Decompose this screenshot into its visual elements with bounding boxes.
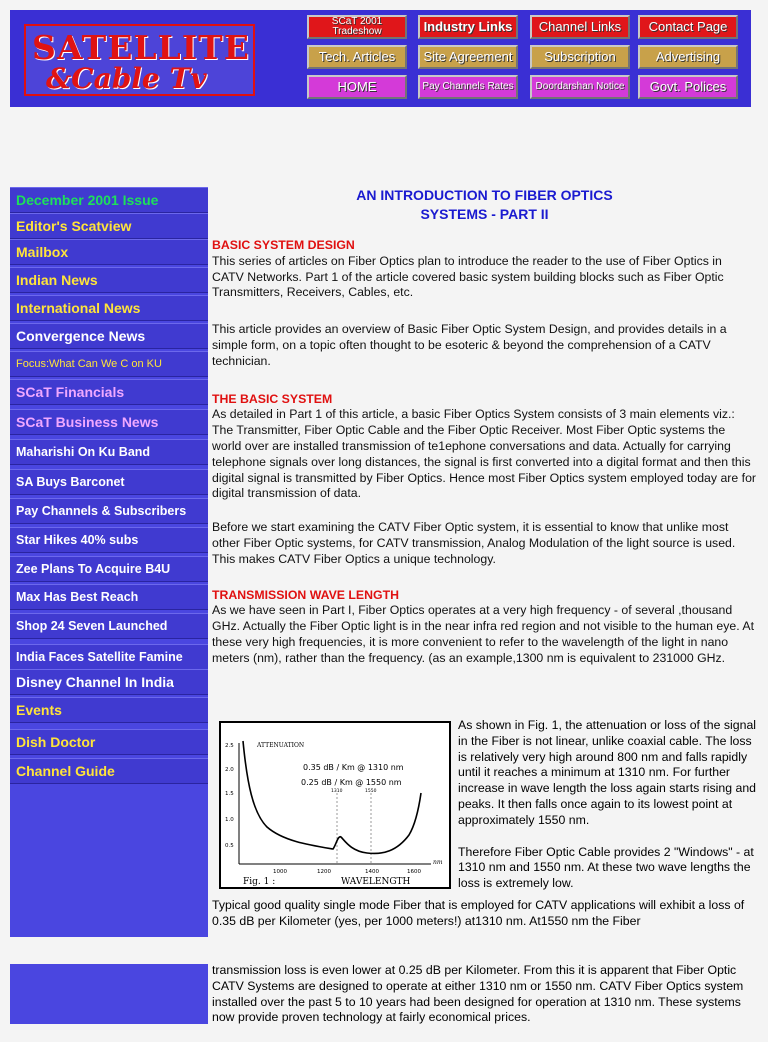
sidebar-item-convergence-news[interactable]: Convergence News (10, 323, 208, 349)
nav-pay-channels-rates-button[interactable]: Pay Channels Rates (418, 75, 518, 99)
sidebar-item-international-news[interactable]: International News (10, 295, 208, 321)
nav-advertising-button[interactable]: Advertising (638, 45, 738, 69)
nav-industry-links-button[interactable]: Industry Links (418, 15, 518, 39)
sidebar-item-star-hikes[interactable]: Star Hikes 40% subs (10, 527, 208, 553)
x-tick-label: 1200 (317, 869, 331, 875)
article-continuation-2 (212, 963, 757, 1042)
section-heading-wave-length: TRANSMISSION WAVE LENGTH (212, 587, 399, 602)
mark-1550-label: 1550 (365, 789, 377, 794)
attenuation-curve (243, 741, 421, 853)
logo-title: SATELLITE (32, 28, 250, 67)
sidebar-item-editors-scatview[interactable]: Editor's Scatview (10, 213, 208, 239)
nav-tradeshow-button[interactable]: SCaT 2001 Tradeshow (307, 15, 407, 39)
sidebar-item-disney-channel[interactable]: Disney Channel In India (10, 669, 208, 695)
sidebar-item-satellite-famine[interactable]: India Faces Satellite Famine (10, 644, 208, 670)
sidebar-item-channel-guide[interactable]: Channel Guide (10, 758, 208, 784)
x-tick-label: 1600 (407, 869, 421, 875)
article-paragraph: As shown in Fig. 1, the attenuation or loss of the signal in the Fiber is not linear, unlike coaxial cable. The loss is relatively very high around 800 nm and falls rapidly until it reaches a minimum at 1310 nm. For further increase in wave length the loss again starts rising and peaks. It then falls once again to its lowest point at approximately 1550 nm. (458, 718, 757, 827)
figure-side-text (458, 718, 758, 908)
figure-note-1550: 0.25 dB / Km @ 1550 nm (301, 778, 402, 787)
sidebar-lower-panel (10, 964, 208, 1024)
sidebar-item-mailbox[interactable]: Mailbox (10, 239, 208, 265)
sidebar-item-events[interactable]: Events (10, 697, 208, 723)
sidebar-item-scat-business-news[interactable]: SCaT Business News (10, 409, 208, 435)
y-tick-label: 0.5 (225, 843, 234, 849)
article-paragraph: As we have seen in Part I, Fiber Optics operates at a very high frequency - of several ,thousand GHz. Actually the Fiber Optic light is in the near infra red region and not visible to the human eye. At these very high frequencies, it is more convenient to refer to the wavelength of the light in nano meters (nm), rather than the frequency. (as an example,1300 nm is equivalent to 231000 GHz. (212, 603, 755, 665)
y-tick-label: 2.0 (225, 767, 234, 773)
logo-subtitle: &Cable Tv (46, 62, 207, 95)
article-paragraph: Typical good quality single mode Fiber that is employed for CATV applications will exhibit a loss of 0.35 dB per Kilometer (yes, per 1000 meters!) at1310 nm. At1550 nm the Fiber (212, 898, 745, 928)
article-title-line2: SYSTEMS - PART II (420, 206, 549, 222)
sidebar-item-zee-plans-b4u[interactable]: Zee Plans To Acquire B4U (10, 556, 208, 582)
article-paragraph: Before we start examining the CATV Fiber Optic system, it is essential to know that unlike most other Fiber Optic systems, for CATV transmission, Analog Modulation of the light source is used. This makes CATV Fiber Optics a unique technology. (212, 520, 736, 566)
attenuation-graph (221, 723, 449, 887)
article-paragraph: As detailed in Part 1 of this article, a basic Fiber Optics System consists of 3 main elements viz.: The Transmitter, Fiber Optic Cable and the Fiber Optic Receiver. Most Fiber Optic systems the world over are installed transmission of te1ephone conversations and data. Actually for carrying telephone signals over long distances, the signal is first converted into a digital format and then this digital signal is transmitted by Fiber Optics. Hence most Fiber Optics system employed today are for digital transmission of data. (212, 407, 757, 501)
article-paragraph: Therefore Fiber Optic Cable provides 2 "Windows" - at 1310 nm and 1550 nm. At these two wave lengths the loss is extremely low. (458, 844, 754, 891)
article-paragraph: This article provides an overview of Basic Fiber Optic System Design, and provides details in a simple form, on a topic often thought to be esoteric & beyond the comprehension of a CATV technician. (212, 322, 727, 368)
sidebar-item-max-best-reach[interactable]: Max Has Best Reach (10, 584, 208, 610)
x-tick-label: 1400 (365, 869, 379, 875)
y-tick-label: 1.0 (225, 817, 234, 823)
nav-doordarshan-notice-button[interactable]: Doordarshan Notice (530, 75, 630, 99)
article (212, 186, 757, 683)
sidebar-item-indian-news[interactable]: Indian News (10, 267, 208, 293)
article-title-line1: AN INTRODUCTION TO FIBER OPTICS (356, 187, 613, 203)
mark-1310-label: 1310 (331, 789, 343, 794)
nav-contact-page-button[interactable]: Contact Page (638, 15, 738, 39)
nav-tech-articles-button[interactable]: Tech. Articles (307, 45, 407, 69)
sidebar-item-shop-24-seven[interactable]: Shop 24 Seven Launched (10, 613, 208, 639)
sidebar-item-scat-financials[interactable]: SCaT Financials (10, 379, 208, 405)
section-heading-basic-design: BASIC SYSTEM DESIGN (212, 238, 355, 252)
nav-channel-links-button[interactable]: Channel Links (530, 15, 630, 39)
article-paragraph: This series of articles on Fiber Optics plan to introduce the reader to the use of Fiber Optics in CATV Networks. Part 1 of the article covered basic system building blocks such as Fiber Optic Transmitters, Receivers, Cables, etc. (212, 253, 724, 300)
sidebar-item-pay-channels-subscribers[interactable]: Pay Channels & Subscribers (10, 498, 208, 524)
attenuation-figure (219, 721, 451, 889)
site-logo[interactable] (24, 24, 255, 96)
nav-home-button[interactable]: HOME (307, 75, 407, 99)
x-unit-label: nm (433, 859, 443, 866)
figure-note-1310: 0.35 dB / Km @ 1310 nm (303, 763, 404, 772)
article-paragraph: transmission loss is even lower at 0.25 dB per Kilometer. From this it is apparent that Fiber Optic CATV Systems are designed to operate at either 1310 nm or 1550 nm. CATV Fiber Optics system installed over the past 5 to 10 years had been designed for operation at 1310 nm. These systems now provide proven technology at fairly economical prices. (212, 963, 744, 1025)
y-tick-label: 1.5 (225, 791, 234, 797)
nav-subscription-button[interactable]: Subscription (530, 45, 630, 69)
article-title (212, 186, 757, 224)
nav-site-agreement-button[interactable]: Site Agreement (418, 45, 518, 69)
sidebar (10, 187, 208, 937)
sidebar-item-focus-ku[interactable]: Focus:What Can We C on KU (10, 351, 208, 377)
section-heading-basic-system: THE BASIC SYSTEM (212, 391, 333, 406)
sidebar-item-maharishi-ku-band[interactable]: Maharishi On Ku Band (10, 439, 208, 465)
figure-x-title: WAVELENGTH (341, 877, 411, 887)
sidebar-item-dish-doctor[interactable]: Dish Doctor (10, 729, 208, 755)
x-tick-label: 1000 (273, 869, 287, 875)
figure-y-title: ATTENUATION (257, 742, 305, 749)
article-continuation (212, 898, 757, 946)
sidebar-item-december-issue[interactable]: December 2001 Issue (10, 187, 208, 213)
y-tick-label: 2.5 (225, 743, 234, 749)
sidebar-item-sa-buys-barconet[interactable]: SA Buys Barconet (10, 469, 208, 495)
figure-caption: Fig. 1 : (243, 877, 276, 887)
nav-govt-polices-button[interactable]: Govt. Polices (638, 75, 738, 99)
